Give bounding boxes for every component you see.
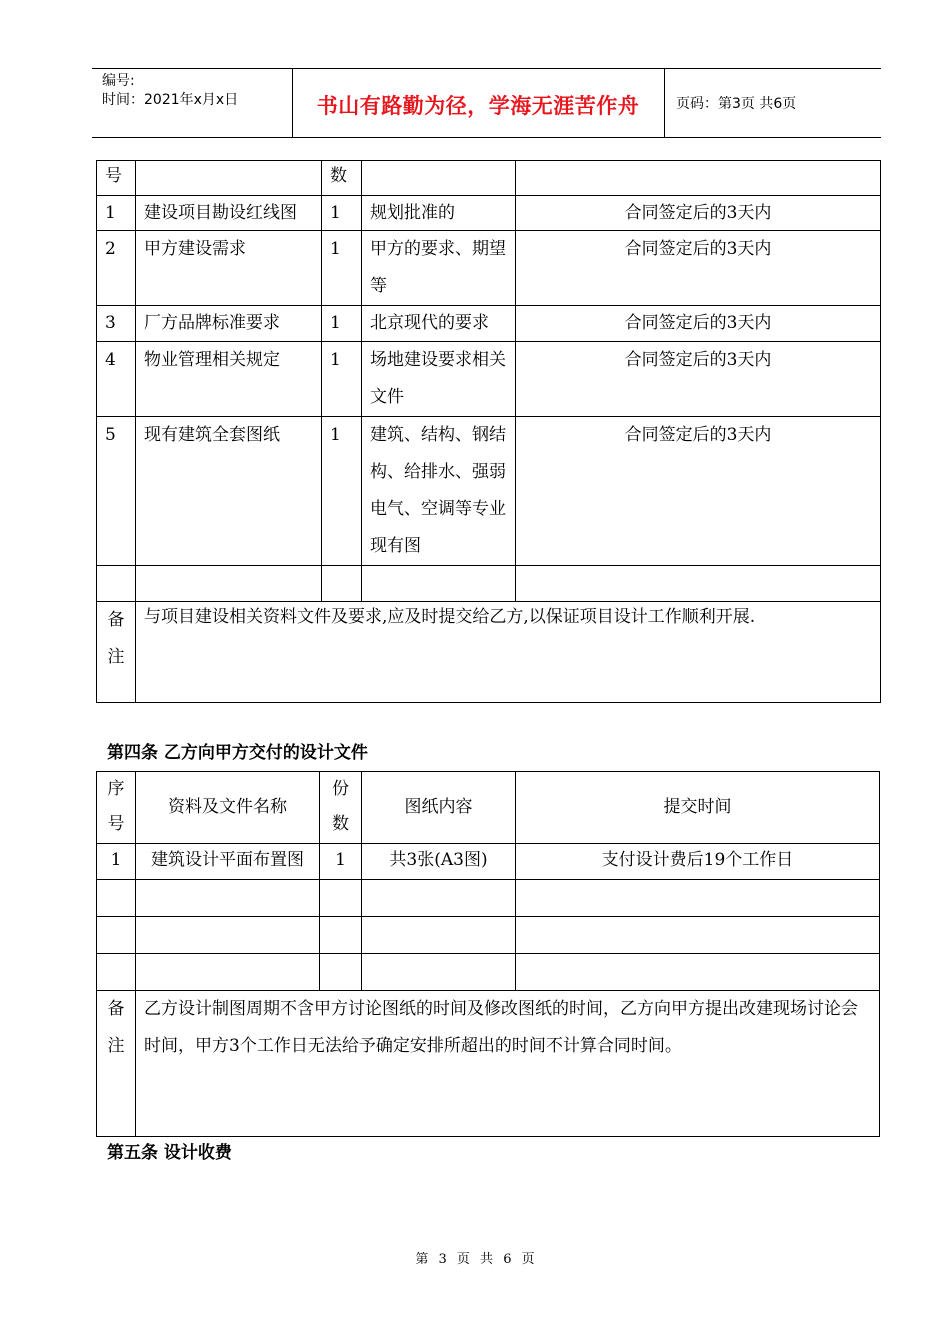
table-header-row — [97, 772, 880, 844]
header-cell-time: 提交时间 — [516, 772, 880, 844]
header-cell — [136, 161, 322, 196]
header-cell-name: 资料及文件名称 — [136, 772, 320, 844]
note-label-text: 备注 — [107, 610, 125, 667]
document-name: 现有建筑全套图纸 — [136, 417, 322, 566]
document-name: 建筑设计平面布置图 — [136, 844, 320, 880]
header-cell — [516, 161, 881, 196]
table-row — [97, 917, 880, 954]
note-label — [97, 991, 136, 1137]
header-label: 份数 — [332, 779, 349, 834]
header-cell-content: 图纸内容 — [362, 772, 516, 844]
deliverables-table — [96, 771, 880, 1137]
table-row — [97, 196, 881, 231]
submit-time — [516, 917, 880, 954]
row-number — [97, 880, 136, 917]
header-label: 序号 — [107, 779, 125, 834]
submit-time — [516, 954, 880, 991]
copies: 1 — [322, 342, 362, 417]
submit-time: 支付设计费后19个工作日 — [516, 844, 880, 880]
content — [362, 566, 516, 602]
note-label — [97, 602, 136, 703]
document-name — [136, 954, 320, 991]
document-name: 甲方建设需求 — [136, 231, 322, 306]
header-cell — [362, 161, 516, 196]
row-number: 5 — [97, 417, 136, 566]
drawing-content — [362, 954, 516, 991]
drawing-content — [362, 917, 516, 954]
document-name: 厂方品牌标准要求 — [136, 306, 322, 342]
document-name — [136, 880, 320, 917]
drawing-content: 共3张(A3图) — [362, 844, 516, 880]
table-row — [97, 417, 881, 566]
copies: 1 — [322, 306, 362, 342]
note-label-text: 备注 — [107, 999, 125, 1056]
drawing-content — [362, 880, 516, 917]
copies: 1 — [320, 844, 362, 880]
section-5-title: 第五条 设计收费 — [107, 1143, 232, 1163]
table-row — [97, 844, 880, 880]
table-row — [97, 342, 881, 417]
header-cell-copies — [320, 772, 362, 844]
delivery-time: 合同签定后的3天内 — [516, 417, 881, 566]
delivery-time — [516, 566, 881, 602]
copies — [320, 954, 362, 991]
table-row — [97, 306, 881, 342]
content: 甲方的要求、期望等 — [362, 231, 516, 306]
document-name: 物业管理相关规定 — [136, 342, 322, 417]
submit-time — [516, 880, 880, 917]
copies: 1 — [322, 417, 362, 566]
document-name: 建设项目勘设红线图 — [136, 196, 322, 231]
header-page-number: 页码：第3页 共6页 — [676, 96, 797, 112]
header-cell-index — [97, 772, 136, 844]
header-meta — [102, 72, 238, 110]
row-number — [97, 954, 136, 991]
delivery-time: 合同签定后的3天内 — [516, 231, 881, 306]
note-row — [97, 991, 880, 1137]
code-label: 编号: — [102, 73, 135, 89]
content: 北京现代的要求 — [362, 306, 516, 342]
header-divider — [664, 69, 665, 137]
header-motto: 书山有路勤为径，学海无涯苦作舟 — [316, 94, 640, 118]
delivery-time: 合同签定后的3天内 — [516, 196, 881, 231]
copies — [322, 566, 362, 602]
row-number: 1 — [97, 844, 136, 880]
table-header-row — [97, 161, 881, 196]
content: 建筑、结构、钢结构、给排水、强弱电气、空调等专业现有图 — [362, 417, 516, 566]
section-4-title: 第四条 乙方向甲方交付的设计文件 — [107, 743, 368, 763]
row-number: 3 — [97, 306, 136, 342]
content: 场地建设要求相关文件 — [362, 342, 516, 417]
document-name — [136, 917, 320, 954]
table-row — [97, 231, 881, 306]
page-header — [92, 68, 881, 138]
row-number: 4 — [97, 342, 136, 417]
note-row — [97, 602, 881, 703]
copies — [320, 880, 362, 917]
table-row — [97, 954, 880, 991]
note-text: 与项目建设相关资料文件及要求,应及时提交给乙方,以保证项目设计工作顺利开展. — [136, 602, 881, 703]
delivery-time: 合同签定后的3天内 — [516, 306, 881, 342]
copies: 1 — [322, 196, 362, 231]
content: 规划批准的 — [362, 196, 516, 231]
document-name — [136, 566, 322, 602]
page-footer: 第 3 页 共 6 页 — [415, 1252, 535, 1267]
copies — [320, 917, 362, 954]
note-text: 乙方设计制图周期不含甲方讨论图纸的时间及修改图纸的时间，乙方向甲方提出改建现场讨论会时间，甲方3个工作日无法给予确定安排所超出的时间不计算合同时间。 — [136, 991, 880, 1137]
header-cell: 数 — [322, 161, 362, 196]
row-number — [97, 566, 136, 602]
time-label: 时间：2021年x月x日 — [102, 92, 239, 108]
table-row — [97, 566, 881, 602]
row-number — [97, 917, 136, 954]
table-row — [97, 880, 880, 917]
row-number: 1 — [97, 196, 136, 231]
delivery-time: 合同签定后的3天内 — [516, 342, 881, 417]
copies: 1 — [322, 231, 362, 306]
client-materials-table — [96, 160, 881, 703]
header-cell: 号 — [97, 161, 136, 196]
row-number: 2 — [97, 231, 136, 306]
